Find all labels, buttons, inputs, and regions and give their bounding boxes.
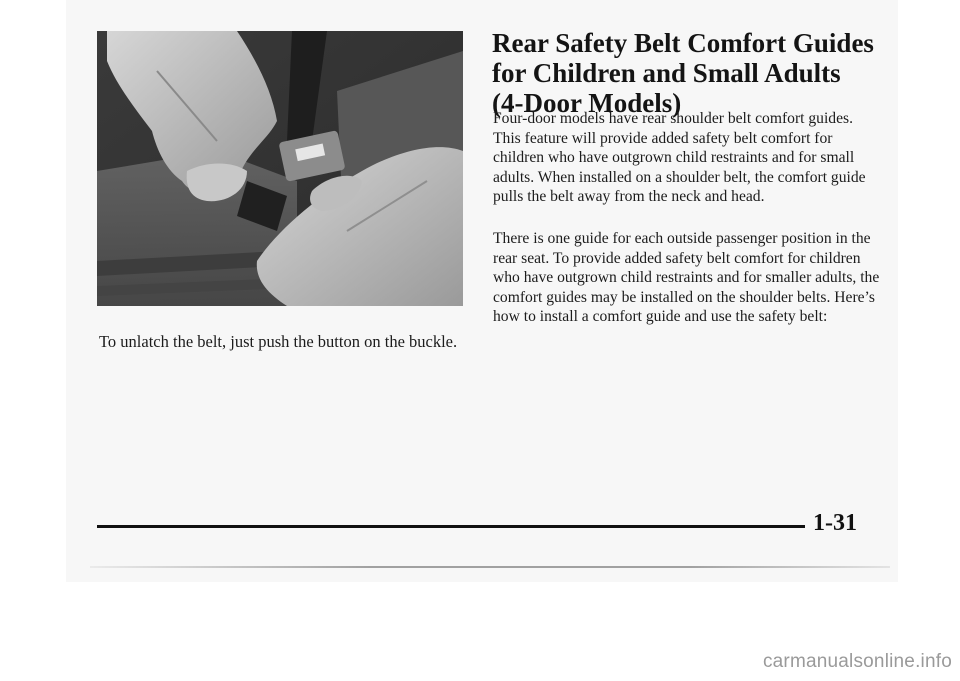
heading-line-2: for Children and Small Adults: [492, 58, 841, 88]
paragraph-comfort-guides: Four-door models have rear shoulder belt comfort guides. This feature will provide added safety belt comfort for children who have outgrown child restraints and for small adults. When installed on a shoulder belt, the comfort guide pulls the belt away from the neck and head.: [493, 110, 866, 206]
buckle-photo-illustration: [97, 31, 463, 306]
heading-line-3: (4-Door Models): [492, 88, 682, 118]
photo-caption: To unlatch the belt, just push the button on the buckle.: [99, 332, 458, 351]
paragraph-guide-positions: There is one guide for each outside passenger position in the rear seat. To provide added safety belt comfort for children who have outgrown child restraints and for smaller adults, the comfort guides may be installed on the shoulder belts. Here’s how to install a comfort guide and use the safety belt:: [493, 230, 880, 326]
heading-line-1: Rear Safety Belt Comfort Guides: [492, 28, 874, 58]
footer-rule: [97, 525, 805, 528]
section-heading: [492, 28, 892, 118]
site-watermark[interactable]: carmanualsonline.info: [762, 651, 952, 672]
scan-edge-line: [90, 566, 890, 568]
buckle-photo: [97, 31, 463, 306]
page-number: 1-31: [813, 510, 857, 536]
